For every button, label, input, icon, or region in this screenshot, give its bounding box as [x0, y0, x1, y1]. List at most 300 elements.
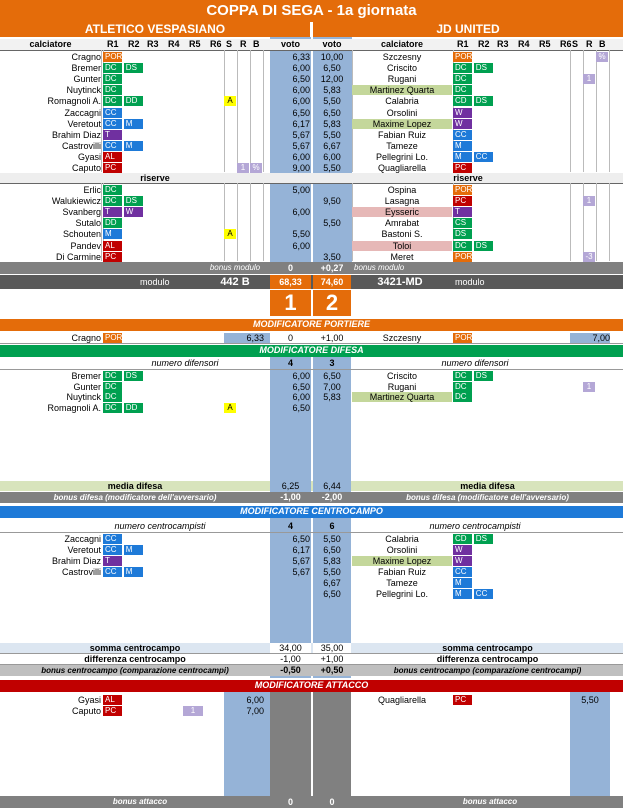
away-role-tag: W [453, 119, 472, 129]
home-role-tag: AL [103, 695, 122, 705]
mod-centrocampo-header: MODIFICATORE CENTROCAMPO [0, 506, 623, 518]
away-role-tag: DS [453, 229, 472, 239]
home-player-name: Zaccagni [64, 534, 101, 544]
grid-line [237, 183, 238, 261]
home-numero-difensori: 4 [287, 358, 293, 368]
away-voto: 5,83 [323, 118, 341, 129]
away-numero-difensori-label: numero difensori [441, 358, 509, 368]
home-voto: 6,00 [292, 240, 310, 251]
away-player-name: Maxime Lopez [372, 555, 432, 566]
away-col-r6: R6 [560, 39, 572, 49]
away-role-tag: CS [453, 218, 472, 228]
away-portiere-voto: 7,00 [592, 333, 610, 343]
away-player-name: Lasagna [384, 196, 420, 207]
home-total: 68,33 [270, 275, 311, 289]
home-role-tag: DC [103, 63, 122, 73]
away-voto [313, 207, 351, 217]
home-modulo: 442 B [220, 276, 250, 288]
home-voto: 6,00 [292, 392, 310, 403]
away-voto: 6,50 [323, 107, 341, 118]
grid-line [263, 183, 264, 261]
home-player-name: Schouten [62, 229, 101, 240]
away-player-name: Fabian Ruiz [377, 129, 427, 140]
away-role-tag: M [453, 578, 472, 588]
away-role-tag: CC [453, 567, 472, 577]
home-role-tag: DC [103, 185, 122, 195]
away-modulo: 3421-MD [377, 276, 423, 288]
home-ammonito-badge: A [224, 403, 236, 413]
away-voto: 12,00 [320, 74, 344, 85]
home-voto: 6,50 [292, 107, 310, 118]
home-player-name: Zaccagni [64, 107, 101, 118]
home-role-tag: T [103, 130, 122, 140]
home-voto: 6,00 [246, 695, 264, 705]
home-voto: 9,00 [292, 163, 310, 173]
home-voto: 6,17 [292, 118, 310, 129]
away-role-tag: DC [453, 241, 472, 251]
away-player-name: Maxime Lopez [372, 118, 432, 129]
away-role-tag: T [453, 207, 472, 217]
away-col-r5: R5 [539, 39, 551, 49]
away-role-tag: M [453, 589, 472, 599]
home-riserve-label: riserve [140, 173, 170, 183]
away-player-name: Fabian Ruiz [377, 566, 427, 577]
away-role-tag: M [453, 152, 472, 162]
home-role-tag: DS [124, 63, 143, 73]
away-voto [313, 185, 351, 195]
away-role-tag: POR [455, 185, 473, 194]
away-voto: 5,50 [323, 96, 341, 107]
away-role-tag: DS [474, 63, 493, 73]
home-voto: 6,00 [292, 85, 310, 96]
away-col-s: S [572, 39, 579, 49]
home-role-tag: PC [103, 252, 122, 262]
home-voto [270, 252, 312, 262]
home-voto: 5,67 [292, 555, 310, 566]
column-bg [570, 692, 610, 796]
home-voto: 5,67 [292, 566, 310, 577]
home-bonus-difesa: -1,00 [280, 492, 301, 502]
home-role-tag: DC [103, 196, 122, 206]
grid-line [583, 183, 584, 261]
home-player-name: Brahim Diaz [51, 129, 101, 140]
home-voto: 6,33 [292, 52, 310, 62]
away-player-name: Criscito [386, 63, 417, 74]
home-role-tag: DS [124, 371, 143, 381]
away-role-tag: DC [453, 392, 472, 402]
home-role-tag: M [103, 229, 122, 239]
home-numero-centrocampisti: 4 [287, 521, 293, 531]
away-media-difesa: 6,44 [313, 481, 351, 491]
away-role-tag: DC [453, 85, 472, 95]
away-role-tag: CC [453, 130, 472, 140]
away-role-tag: POR [455, 251, 473, 261]
away-r-value: -3 [583, 252, 595, 262]
away-voto: 5,83 [323, 85, 341, 96]
home-voto: 6,50 [292, 381, 310, 392]
home-col-r2: R2 [128, 39, 140, 49]
away-portiere-name: Szczesny [382, 333, 422, 343]
home-bonus-modulo-value: 0 [287, 263, 293, 273]
away-col-calciatore: calciatore [380, 39, 424, 49]
away-voto: 6,00 [323, 151, 341, 162]
home-role-tag: DC [103, 371, 122, 381]
away-player-name: Ospina [387, 185, 417, 195]
away-voto: 6,50 [323, 63, 341, 74]
away-role-tag: DC [453, 74, 472, 84]
home-player-name: Veretout [67, 544, 101, 555]
divider [0, 183, 623, 184]
away-bonus-difesa-label: bonus difesa (modificatore dell'avversario) [406, 493, 569, 502]
away-role-tag: PC [453, 163, 472, 173]
home-voto: 5,00 [292, 185, 310, 195]
home-player-name: Castrovilli [61, 566, 101, 577]
away-player-name: Pellegrini Lo. [375, 151, 429, 162]
away-role-tag: PC [453, 196, 472, 206]
away-role-tag: CD [453, 534, 472, 544]
away-bonus-centrocampo: +0,50 [320, 665, 344, 675]
home-player-name: Gyasi [77, 151, 101, 162]
away-voto: 5,50 [323, 163, 341, 173]
away-bonus-centrocampo-label: bonus centrocampo (comparazione centrocampi) [393, 666, 582, 675]
away-role-tag: DS [474, 96, 493, 106]
home-role-tag: T [103, 207, 122, 217]
away-role-tag: PC [453, 695, 472, 705]
modulo-bg [0, 275, 623, 289]
home-col-r4: R4 [168, 39, 180, 49]
home-player-name: Walukiewicz [51, 196, 101, 207]
away-player-name: Szczesny [382, 52, 422, 62]
away-col-r1: R1 [457, 39, 469, 49]
home-voto: 5,67 [292, 129, 310, 140]
home-bonus-attacco: 0 [287, 797, 293, 807]
home-team-name: ATLETICO VESPASIANO [0, 22, 310, 37]
away-riserve-label: riserve [453, 173, 483, 183]
away-somma-label: somma centrocampo [442, 643, 533, 653]
grid-line [224, 50, 225, 172]
home-voto [270, 218, 312, 228]
away-role-tag: M [453, 141, 472, 151]
home-bonus-centrocampo-label: bonus centrocampo (comparazione centrocampi) [41, 666, 229, 675]
home-player-name: Gunter [73, 381, 101, 392]
home-voto: 6,50 [292, 74, 310, 85]
away-bonus-attacco-label: bonus attacco [462, 797, 518, 806]
home-role-tag: AL [103, 152, 122, 162]
grid-line [570, 50, 571, 172]
away-player-name: Criscito [386, 371, 417, 381]
home-player-name: Romagnoli A. [47, 403, 101, 414]
home-voto: 6,00 [292, 207, 310, 218]
home-voto: 6,50 [292, 534, 310, 544]
home-numero-difensori-label: numero difensori [151, 358, 219, 368]
grid-line [250, 50, 251, 172]
divider [0, 653, 623, 654]
home-player-name: Di Carmine [55, 251, 101, 262]
home-role-tag: W [124, 207, 143, 217]
home-diff-label: differenza centrocampo [84, 654, 186, 664]
away-player-name: Calabria [385, 96, 419, 107]
home-portiere-name: Cragno [71, 333, 101, 343]
home-player-name: Cragno [71, 52, 101, 62]
home-r-value: 1 [183, 706, 203, 716]
home-role-tag: M [124, 141, 143, 151]
home-player-name: Gunter [73, 74, 101, 85]
home-bonus-modulo-label: bonus modulo [209, 263, 261, 272]
away-col-r: R [586, 39, 593, 49]
home-player-name: Caputo [71, 706, 101, 716]
divider [0, 343, 623, 344]
home-role-tag: POR [105, 52, 123, 61]
home-player-name: Sutalo [75, 218, 101, 229]
away-voto: 7,00 [323, 381, 341, 392]
home-voto: 6,00 [292, 96, 310, 107]
home-diff: -1,00 [280, 654, 301, 664]
away-diff: +1,00 [320, 654, 344, 664]
home-somma: 34,00 [270, 643, 311, 653]
away-player-name: Calabria [385, 534, 419, 544]
away-player-name: Toloi [392, 240, 412, 251]
mod-portiere-header: MODIFICATORE PORTIERE [0, 319, 623, 331]
home-bonus-difesa-label: bonus difesa (modificatore dell'avversario) [53, 493, 217, 502]
away-col-r2: R2 [478, 39, 490, 49]
home-player-name: Veretout [67, 118, 101, 129]
home-role-tag: M [124, 545, 143, 555]
grid-line [224, 183, 225, 261]
home-col-r3: R3 [147, 39, 159, 49]
away-voto: 10,00 [320, 52, 344, 62]
grid-line [237, 50, 238, 172]
home-numero-centrocampisti-label: numero centrocampisti [114, 521, 206, 531]
away-voto: 5,83 [323, 555, 341, 566]
home-voto: 6,00 [292, 371, 310, 381]
away-voto: 6,67 [323, 577, 341, 588]
home-role-tag: DC [103, 403, 122, 413]
home-role-tag: DC [103, 85, 122, 95]
away-player-name: Rugani [387, 74, 417, 85]
home-role-tag: DC [103, 74, 122, 84]
away-r-value: 1 [583, 74, 595, 84]
home-col-r6: R6 [210, 39, 222, 49]
divider [0, 532, 623, 533]
home-role-tag: PC [103, 163, 122, 173]
home-role-tag: PC [103, 706, 122, 716]
grid-line [609, 183, 610, 261]
home-player-name: Brahim Diaz [51, 555, 101, 566]
away-somma: 35,00 [313, 643, 351, 653]
home-player-name: Gyasi [77, 695, 101, 705]
home-player-name: Romagnoli A. [47, 96, 101, 107]
home-col-s: S [226, 39, 233, 49]
page-title: COPPA DI SEGA - 1a giornata [0, 0, 623, 22]
home-role-tag: DC [103, 382, 122, 392]
away-player-name: Meret [390, 251, 414, 262]
away-role-tag: W [453, 556, 472, 566]
away-bonus-difesa: -2,00 [321, 492, 343, 502]
home-player-name: Castrovilli [61, 140, 101, 151]
grid-line [250, 183, 251, 261]
away-role-tag: POR [455, 52, 473, 61]
home-bonus-attacco-label: bonus attacco [112, 797, 168, 806]
home-portiere-voto: 6,33 [246, 333, 264, 343]
grid-line [263, 50, 264, 172]
away-col-r4: R4 [518, 39, 530, 49]
home-col-b: B [253, 39, 260, 49]
home-somma-label: somma centrocampo [89, 643, 181, 653]
home-score: 1 [270, 290, 311, 316]
away-voto: 5,50 [323, 566, 341, 577]
home-media-difesa: 6,25 [270, 481, 311, 491]
away-diff-label: differenza centrocampo [436, 654, 539, 664]
bonus-modulo-bg [0, 262, 623, 274]
home-b-value: % [250, 163, 262, 173]
away-player-name: Pellegrini Lo. [375, 588, 429, 599]
away-bonus-attacco: 0 [329, 797, 335, 807]
away-numero-centrocampisti: 6 [329, 521, 335, 531]
home-voto: 6,50 [292, 403, 310, 414]
home-col-r5: R5 [189, 39, 201, 49]
home-role-tag: DS [124, 196, 143, 206]
away-score: 2 [313, 290, 351, 316]
grid-line [570, 183, 571, 261]
home-role-tag: DD [103, 218, 122, 228]
away-player-name: Quagliarella [377, 695, 427, 705]
home-modulo-label: modulo [140, 277, 170, 287]
away-role-tag: CC [474, 152, 493, 162]
home-col-r: R [240, 39, 247, 49]
home-portiere-mod: 0 [287, 333, 293, 343]
away-voto: 5,50 [323, 218, 341, 229]
home-player-name: Svanberg [62, 207, 101, 218]
away-r-value: 1 [583, 196, 595, 206]
away-role-tag: DC [453, 63, 472, 73]
away-voto: 5,50 [581, 695, 599, 705]
away-role-tag: DS [474, 371, 493, 381]
away-role-tag: W [453, 545, 472, 555]
away-col-b: B [599, 39, 606, 49]
away-col-voto: voto [322, 39, 342, 49]
home-voto: 5,67 [292, 140, 310, 151]
away-player-name: Tameze [386, 577, 418, 588]
home-media-difesa-label: media difesa [107, 481, 163, 491]
home-player-name: Nuytinck [66, 85, 101, 96]
away-role-tag: W [453, 108, 472, 118]
home-role-tag: CC [103, 567, 122, 577]
away-player-name: Bastoni S. [381, 229, 423, 240]
home-voto: 6,00 [292, 151, 310, 162]
home-role-tag: DC [103, 392, 122, 402]
away-voto: 9,50 [323, 196, 341, 207]
away-player-name: Quagliarella [377, 163, 427, 173]
home-r-value: 1 [237, 163, 249, 173]
home-voto [270, 196, 312, 206]
home-col-voto: voto [281, 39, 300, 49]
mod-difesa-header: MODIFICATORE DIFESA [0, 345, 623, 357]
home-player-name: Bremer [71, 371, 101, 381]
home-role-tag: CC [103, 534, 122, 544]
away-modulo-label: modulo [455, 277, 485, 287]
away-player-name: Amrabat [384, 218, 419, 229]
away-voto: 6,50 [323, 544, 341, 555]
away-voto: 5,50 [323, 129, 341, 140]
away-b-value: % [596, 52, 608, 62]
away-player-name: Martinez Quarta [369, 85, 435, 96]
home-voto: 7,00 [246, 706, 264, 716]
grid-line [583, 50, 584, 172]
home-player-name: Bremer [71, 63, 101, 74]
away-player-name: Rugani [387, 381, 417, 392]
away-player-name: Eysseric [384, 207, 419, 218]
home-ammonito-badge: A [224, 229, 236, 239]
home-role-tag: AL [103, 241, 122, 251]
home-role-tag: CC [103, 108, 122, 118]
home-voto: 6,00 [292, 63, 310, 74]
mod-attacco-header: MODIFICATORE ATTACCO [0, 680, 623, 692]
away-role-tag: CD [453, 96, 472, 106]
home-player-name: Caputo [71, 163, 101, 173]
home-role-tag: CC [103, 545, 122, 555]
home-role-tag: CC [103, 141, 122, 151]
away-voto: 3,50 [323, 251, 341, 262]
away-role-tag: CC [474, 589, 493, 599]
column-bg [270, 692, 311, 796]
away-voto: 6,50 [323, 371, 341, 381]
home-role-tag: DD [124, 96, 143, 106]
divider [0, 50, 623, 51]
away-player-name: Martinez Quarta [369, 392, 435, 403]
home-role-tag: DC [103, 96, 122, 106]
home-bonus-centrocampo: -0,50 [280, 665, 301, 675]
home-voto: 5,50 [292, 229, 310, 240]
away-role-tag: DC [453, 382, 472, 392]
grid-line [596, 50, 597, 172]
home-role-tag: CC [103, 119, 122, 129]
away-voto: 6,50 [323, 588, 341, 599]
away-player-name: Orsolini [386, 107, 418, 118]
away-total: 74,60 [313, 275, 351, 289]
home-player-name: Erlic [83, 185, 101, 195]
away-col-r3: R3 [497, 39, 509, 49]
grid-line [596, 183, 597, 261]
home-player-name: Pandev [70, 240, 101, 251]
away-portiere-mod: +1,00 [320, 333, 344, 343]
away-team-name: JD UNITED [313, 22, 623, 37]
home-voto: 6,17 [292, 544, 310, 555]
away-bonus-modulo-label: bonus modulo [354, 263, 405, 272]
away-voto [313, 229, 351, 239]
away-voto: 5,50 [323, 534, 341, 544]
home-role-tag: M [124, 119, 143, 129]
away-voto: 6,67 [323, 140, 341, 151]
away-role-tag: DS [474, 534, 493, 544]
home-col-calciatore: calciatore [29, 39, 72, 49]
away-role-tag: POR [455, 333, 473, 342]
away-role-tag: DS [474, 241, 493, 251]
home-player-name: Nuytinck [66, 392, 101, 403]
home-role-tag: DD [124, 403, 143, 413]
away-voto: 5,83 [323, 392, 341, 403]
away-role-tag: DC [453, 371, 472, 381]
away-player-name: Tameze [386, 140, 418, 151]
away-numero-centrocampisti-label: numero centrocampisti [429, 521, 521, 531]
away-r-value: 1 [583, 382, 595, 392]
away-voto [313, 241, 351, 251]
grid-line [609, 50, 610, 172]
away-numero-difensori: 3 [329, 358, 335, 368]
home-role-tag: T [103, 556, 122, 566]
away-bonus-modulo-value: +0,27 [320, 263, 344, 273]
away-media-difesa-label: media difesa [460, 481, 515, 491]
home-col-r1: R1 [107, 39, 119, 49]
